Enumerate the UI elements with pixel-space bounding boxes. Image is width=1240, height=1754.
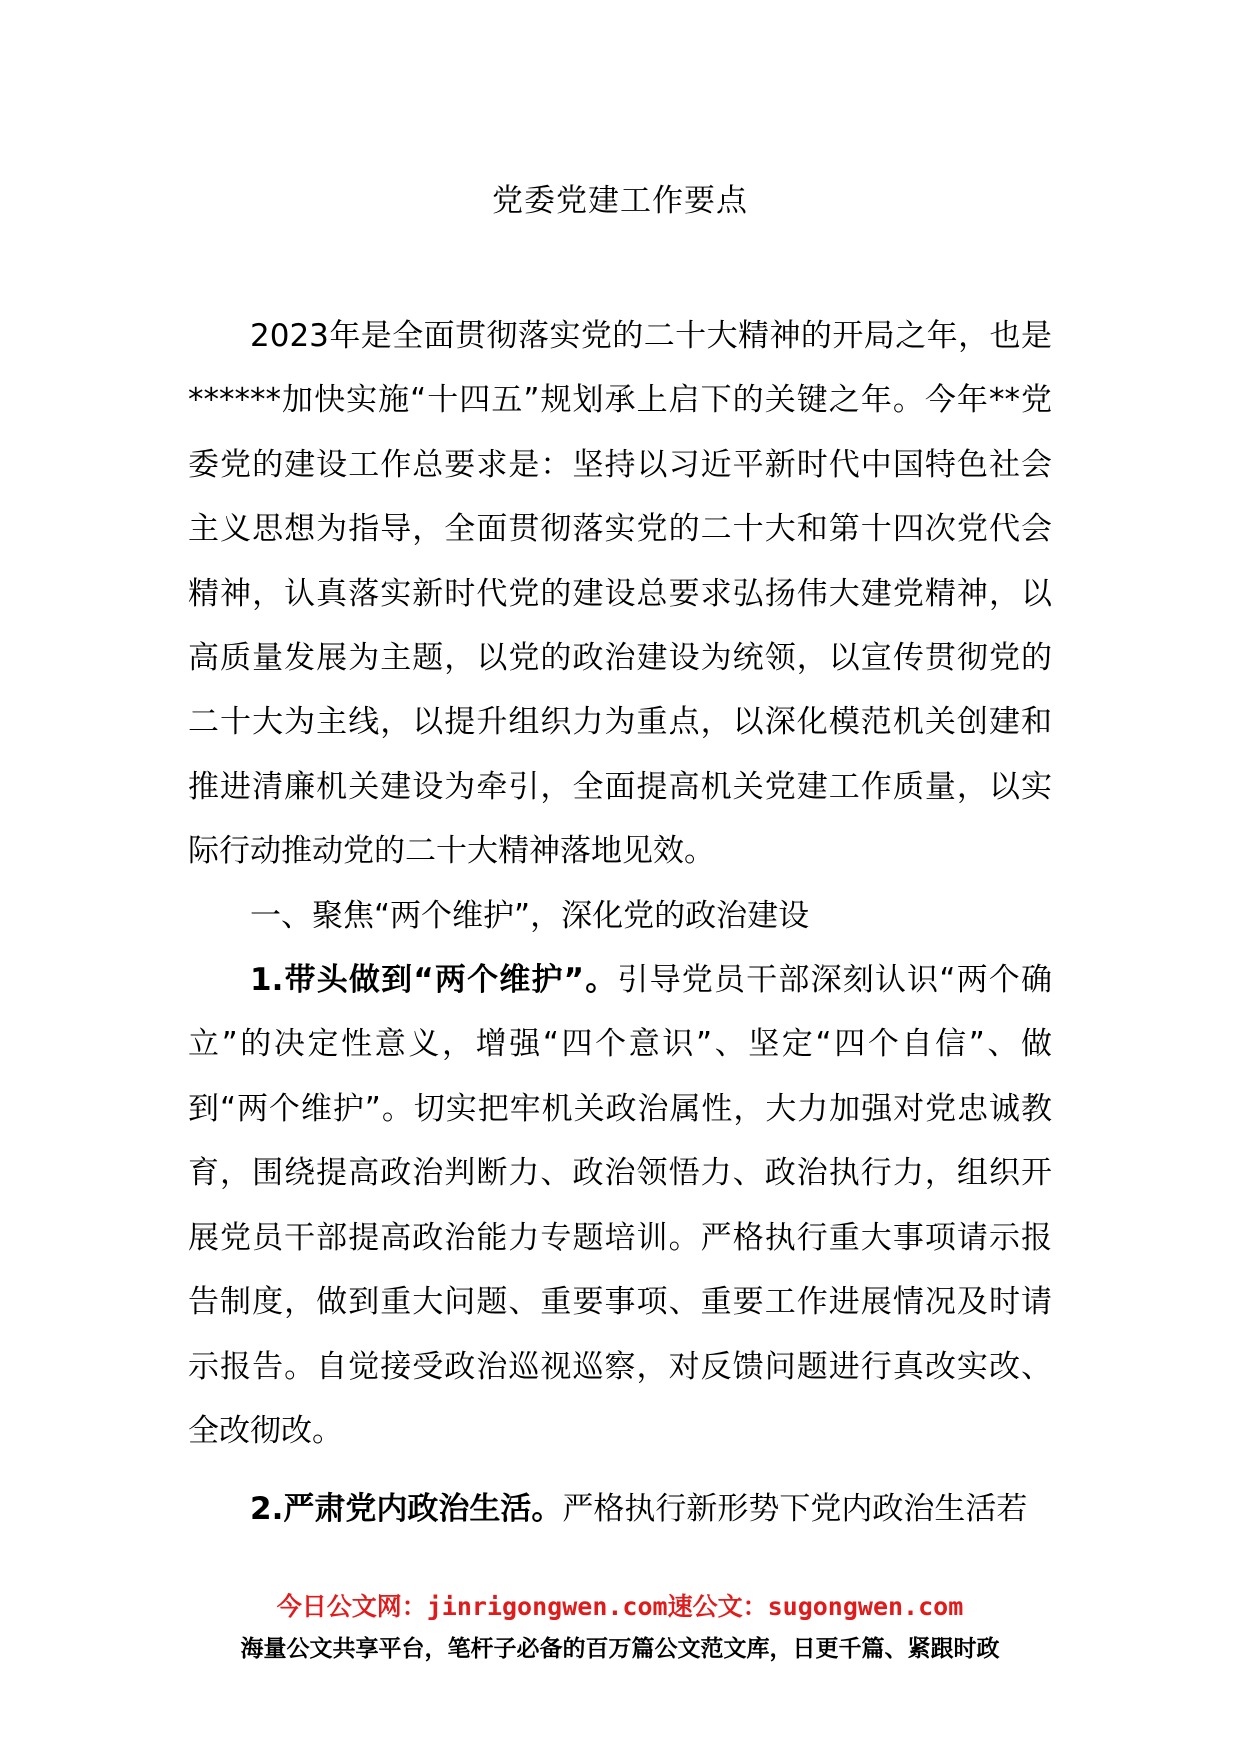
promo-footer [0, 1588, 1240, 1668]
document-title: 党委党建工作要点 [492, 183, 748, 219]
site2-link[interactable]: sugongwen.com [767, 1592, 964, 1621]
item-text: 引导党员干部深刻认识“两个确立”的决定性意义，增强“四个意识”、坚定“四个自信”、做到“两个维护”。切实把牢机关政治属性，大力加强对党忠诚教育，围绕提高政治判断力、政治领悟力、政治执行力，组织开展党员干部提高政治能力专题培训。严格执行重大事项请示报告制度，做到重大问题、重要事项、重要工作进展情况及时请示报告。自觉接受政治巡视巡察，对反馈问题进行真改实改、全改彻改。 [188, 962, 1052, 1449]
footer-tagline: 海量公文共享平台，笔杆子必备的百万篇公文范文库，日更千篇、紧跟时政 [240, 1636, 1000, 1662]
site1-label: 今日公文网： [276, 1592, 427, 1621]
item-text: 严格执行新形势下党内政治生活若 [562, 1491, 1028, 1528]
intro-paragraph: 2023年是全面贯彻落实党的二十大精神的开局之年，也是******加快实施“十四五”规划承上启下的关键之年。今年**党委党的建设工作总要求是：坚持以习近平新时代中国特色社会主义思想为指导，全面贯彻落实党的二十大和第十四次党代会精神，认真落实新时代党的建设总要求弘扬伟大建党精神，以高质量发展为主题，以党的政治建设为统领，以宣传贯彻党的二十大为主线，以提升组织力为重点，以深化模范机关创建和推进清廉机关建设为牵引，全面提高机关党建工作质量，以实际行动推动党的二十大精神落地见效。 [188, 318, 1052, 870]
footer-sites [0, 1588, 1240, 1626]
document-body [188, 304, 1052, 1542]
item-paragraph [188, 948, 1052, 1463]
item-heading: 2.严肃党内政治生活。 [250, 1491, 563, 1528]
site1-link[interactable]: jinrigongwen.com [426, 1592, 668, 1621]
section-heading: 一、聚焦“两个维护”，深化党的政治建设 [250, 897, 810, 934]
item-heading: 1.带头做到“两个维护”。 [250, 962, 618, 999]
site2-label: 速公文： [667, 1592, 768, 1621]
item-paragraph [188, 1477, 1052, 1541]
